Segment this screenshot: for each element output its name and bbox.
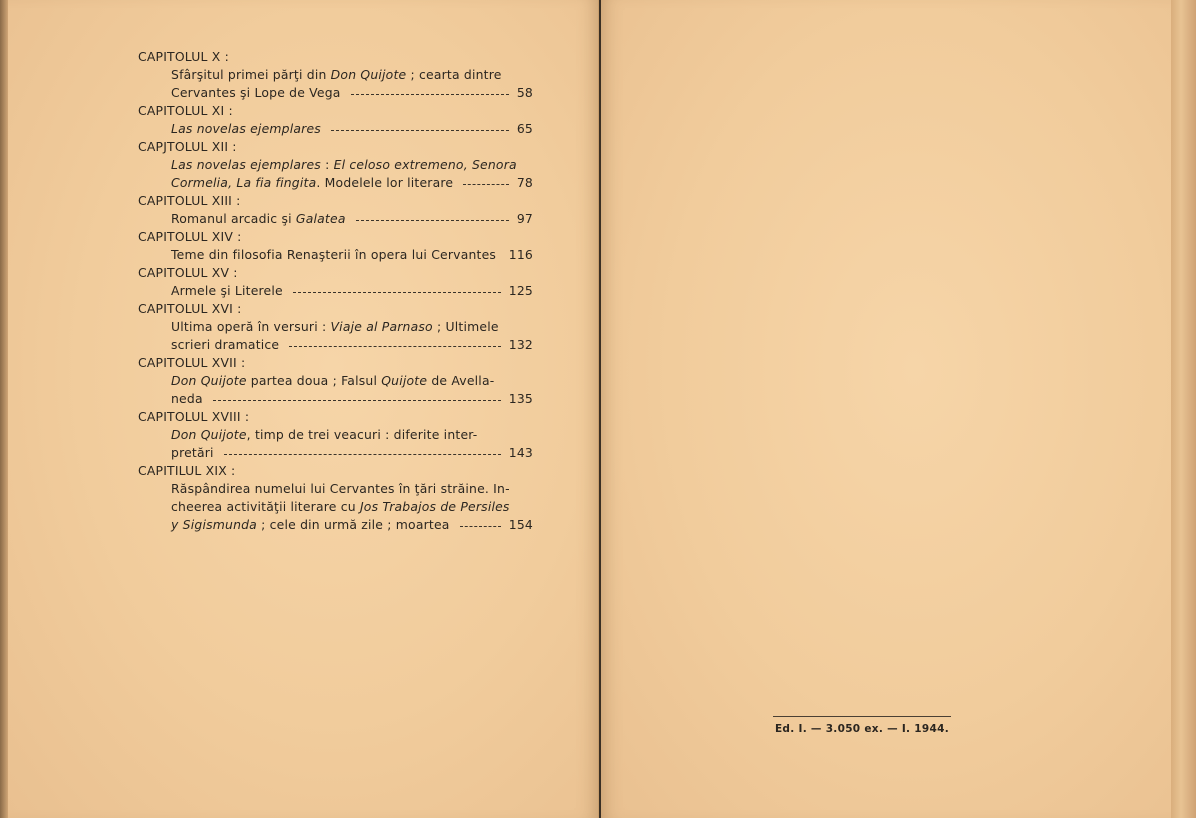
page-number: 125 — [508, 283, 533, 298]
dash-leader — [356, 220, 509, 221]
toc-entry-final-line — [171, 282, 533, 300]
toc-entry-line — [171, 372, 533, 390]
toc-entry-text — [171, 444, 214, 462]
page-number: 65 — [516, 121, 533, 136]
toc-entry-final-line — [171, 516, 533, 534]
dash-leader — [293, 292, 501, 293]
page-number: 116 — [508, 247, 533, 262]
chapter-heading: CAPITOLUL XVII : — [138, 355, 246, 370]
toc-text-segment: Don Quijote — [330, 67, 407, 82]
page-number: 58 — [516, 85, 533, 100]
toc-entry-line — [171, 156, 533, 174]
dash-leader — [463, 184, 509, 185]
page-number: 154 — [508, 517, 533, 532]
toc-text-segment: Cervantes şi Lope de Vega — [171, 85, 341, 100]
toc-text-segment: El celoso extremeno, Senora — [333, 157, 517, 172]
dash-leader — [351, 94, 509, 95]
toc-entry-line — [171, 498, 533, 516]
toc-text-segment: Romanul arcadic şi — [171, 211, 296, 226]
toc-entry — [138, 480, 533, 534]
toc-entry — [138, 66, 533, 102]
table-of-contents — [138, 48, 533, 534]
chapter-heading: CAPITOLUL X : — [138, 49, 229, 64]
toc-entry-text — [171, 336, 279, 354]
toc-text-segment: Quijote — [381, 373, 428, 388]
toc-entry — [138, 372, 533, 408]
toc-entry-text — [171, 120, 321, 138]
page-number: 143 — [508, 445, 533, 460]
toc-entry-text — [171, 84, 341, 102]
toc-entry-text — [171, 282, 283, 300]
dash-leader — [213, 400, 501, 401]
toc-text-segment: partea doua ; Falsul — [246, 373, 382, 388]
toc-text-segment: Las novelas ejemplares — [171, 157, 321, 172]
dash-leader — [289, 346, 500, 347]
toc-text-segment: scrieri dramatice — [171, 337, 280, 352]
page-number: 132 — [508, 337, 533, 352]
toc-entry-text — [171, 157, 517, 172]
toc-entry — [138, 318, 533, 354]
toc-entry-final-line — [171, 210, 533, 228]
toc-entry — [138, 246, 533, 264]
dash-leader — [331, 130, 509, 131]
toc-text-segment: : — [320, 157, 334, 172]
toc-text-segment: pretări — [171, 445, 214, 460]
toc-entry — [138, 120, 533, 138]
page-number: 97 — [516, 211, 533, 226]
toc-text-segment: Las novelas ejemplares — [171, 121, 321, 136]
toc-text-segment: Don Quijote — [171, 427, 247, 442]
toc-text-segment: Galatea — [295, 211, 346, 226]
chapter-heading: CAPITOLUL XIV : — [138, 229, 242, 244]
toc-text-segment: Armele şi Literele — [171, 283, 283, 298]
toc-text-segment: ; cearta dintre — [406, 67, 502, 82]
chapter-heading: CAPITOLUL XVIII : — [138, 409, 250, 424]
toc-entry-final-line — [171, 120, 533, 138]
toc-entry-text — [171, 67, 502, 82]
toc-entry-line — [171, 426, 533, 444]
toc-text-segment: , timp de trei veacuri : diferite inter- — [246, 427, 478, 442]
chapter-heading: CAPITOLUL XIII : — [138, 193, 241, 208]
dash-leader — [460, 526, 501, 527]
chapter-heading: CAPITILUL XIX : — [138, 463, 236, 478]
page-number: 78 — [516, 175, 533, 190]
toc-entry-text — [171, 427, 477, 442]
right-page-edge — [1171, 0, 1196, 818]
toc-text-segment: . Modelele lor literare — [316, 175, 454, 190]
toc-entry-text — [171, 481, 510, 496]
toc-text-segment: Don Quijote — [171, 373, 247, 388]
toc-entry-final-line — [171, 444, 533, 462]
toc-text-segment: Viaje al Parnaso — [330, 319, 433, 334]
toc-entry-text — [171, 499, 510, 514]
right-page — [601, 0, 1171, 818]
toc-entry-line — [171, 480, 533, 498]
toc-entry — [138, 210, 533, 228]
toc-entry-text — [171, 390, 203, 408]
toc-entry-final-line — [171, 336, 533, 354]
toc-entry-final-line — [171, 246, 533, 264]
toc-entry-line — [171, 66, 533, 84]
chapter-heading: CAPITOLUL XVI : — [138, 301, 242, 316]
toc-text-segment: Teme din filosofia Renaşterii în opera lui Cervantes — [171, 247, 497, 262]
toc-entry-text — [171, 246, 496, 264]
toc-text-segment: Ultima operă în versuri : — [171, 319, 331, 334]
toc-entry-final-line — [171, 174, 533, 192]
toc-entry — [138, 426, 533, 462]
toc-text-segment: ; cele din urmă zile ; moartea — [256, 517, 450, 532]
toc-entry-final-line — [171, 390, 533, 408]
toc-text-segment: Jos Trabajos de Persiles — [359, 499, 510, 514]
toc-entry-text — [171, 174, 453, 192]
toc-text-segment: Cormelia, La fia fingita — [171, 175, 317, 190]
toc-entry-text — [171, 319, 499, 334]
toc-entry-text — [171, 210, 346, 228]
dash-leader — [224, 454, 501, 455]
chapter-heading: CAPJTOLUL XII : — [138, 139, 237, 154]
toc-text-segment: y Sigismunda — [171, 517, 257, 532]
chapter-heading: CAPITOLUL XV : — [138, 265, 238, 280]
left-page-edge — [0, 0, 8, 818]
toc-entry-text — [171, 373, 494, 388]
toc-text-segment: Sfârşitul primei părţi din — [171, 67, 331, 82]
page-number: 135 — [508, 391, 533, 406]
toc-entry-final-line — [171, 84, 533, 102]
toc-entry-line — [171, 318, 533, 336]
toc-entry-text — [171, 516, 450, 534]
toc-entry — [138, 282, 533, 300]
toc-text-segment: neda — [171, 391, 203, 406]
toc-entry — [138, 156, 533, 192]
toc-text-segment: Răspândirea numelui lui Cervantes în ţări străine. In- — [171, 481, 510, 496]
colophon: Ed. I. — 3.050 ex. — I. 1944. — [773, 716, 951, 735]
toc-text-segment: ; Ultimele — [432, 319, 499, 334]
chapter-heading: CAPITOLUL XI : — [138, 103, 233, 118]
toc-text-segment: de Avella- — [427, 373, 495, 388]
toc-text-segment: cheerea activităţii literare cu — [171, 499, 360, 514]
